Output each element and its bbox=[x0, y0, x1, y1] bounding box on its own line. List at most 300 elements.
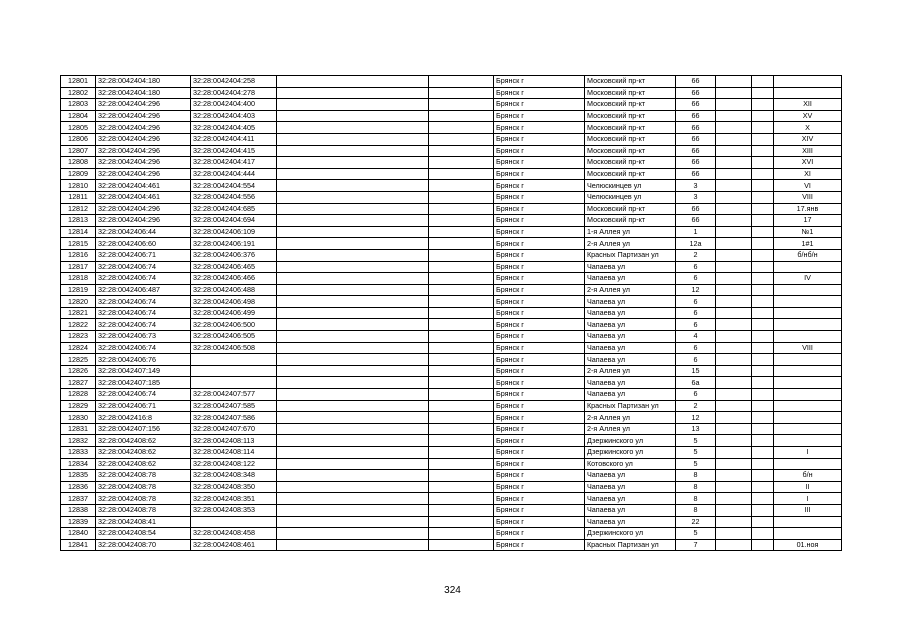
cell-city: Брянск г bbox=[494, 273, 585, 285]
cell-empty bbox=[752, 145, 774, 157]
cell-house: 66 bbox=[676, 122, 716, 134]
cell-street: Московский пр-кт bbox=[585, 110, 676, 122]
cell-empty bbox=[716, 133, 752, 145]
cell-premises: VIII bbox=[774, 191, 842, 203]
cell-empty bbox=[429, 296, 494, 308]
cell-cadastral-parent: 32:28:0042404:296 bbox=[96, 122, 191, 134]
table-row bbox=[61, 249, 842, 261]
cell-street: Дзержинского ул bbox=[585, 528, 676, 540]
table-body bbox=[61, 76, 842, 551]
cell-empty bbox=[429, 191, 494, 203]
cell-house: 8 bbox=[676, 504, 716, 516]
table-row bbox=[61, 307, 842, 319]
cell-street: Красных Партизан ул bbox=[585, 539, 676, 551]
cell-cadastral-parent: 32:28:0042408:62 bbox=[96, 447, 191, 459]
cell-cadastral-parent: 32:28:0042406:60 bbox=[96, 238, 191, 250]
cell-empty bbox=[752, 493, 774, 505]
cell-house: 66 bbox=[676, 87, 716, 99]
cell-premises bbox=[774, 400, 842, 412]
cell-number: 12841 bbox=[61, 539, 96, 551]
cell-empty bbox=[716, 261, 752, 273]
cell-house: 15 bbox=[676, 365, 716, 377]
table-row bbox=[61, 389, 842, 401]
cell-empty bbox=[716, 226, 752, 238]
cell-city: Брянск г bbox=[494, 249, 585, 261]
cell-empty bbox=[429, 203, 494, 215]
cell-city: Брянск г bbox=[494, 133, 585, 145]
cell-empty bbox=[429, 99, 494, 111]
cell-house: 3 bbox=[676, 191, 716, 203]
cell-empty bbox=[716, 168, 752, 180]
cell-cadastral-parent: 32:28:0042406:71 bbox=[96, 400, 191, 412]
cell-street: Чапаева ул bbox=[585, 307, 676, 319]
cell-house: 66 bbox=[676, 157, 716, 169]
cell-premises: XV bbox=[774, 110, 842, 122]
cell-house: 12 bbox=[676, 412, 716, 424]
cell-empty bbox=[716, 342, 752, 354]
cell-cadastral-parent: 32:28:0042406:71 bbox=[96, 249, 191, 261]
cell-house: 66 bbox=[676, 110, 716, 122]
cell-empty bbox=[429, 226, 494, 238]
cell-number: 12839 bbox=[61, 516, 96, 528]
cell-number: 12820 bbox=[61, 296, 96, 308]
cell-empty bbox=[429, 157, 494, 169]
cell-empty bbox=[752, 226, 774, 238]
cell-premises bbox=[774, 331, 842, 343]
table-row bbox=[61, 377, 842, 389]
cell-empty bbox=[429, 249, 494, 261]
cell-cadastral-number: 32:28:0042406:499 bbox=[191, 307, 277, 319]
cell-cadastral-parent: 32:28:0042407:149 bbox=[96, 365, 191, 377]
cell-empty bbox=[429, 539, 494, 551]
cell-empty bbox=[716, 110, 752, 122]
cell-empty bbox=[716, 76, 752, 88]
cell-number: 12833 bbox=[61, 447, 96, 459]
cell-cadastral-parent: 32:28:0042406:73 bbox=[96, 331, 191, 343]
cell-premises bbox=[774, 284, 842, 296]
cell-empty bbox=[716, 215, 752, 227]
table-row bbox=[61, 191, 842, 203]
cell-empty bbox=[429, 122, 494, 134]
cell-city: Брянск г bbox=[494, 481, 585, 493]
cell-number: 12829 bbox=[61, 400, 96, 412]
cell-number: 12808 bbox=[61, 157, 96, 169]
cell-empty bbox=[752, 412, 774, 424]
cell-empty bbox=[277, 365, 429, 377]
cell-cadastral-number: 32:28:0042408:458 bbox=[191, 528, 277, 540]
cell-premises bbox=[774, 261, 842, 273]
cell-street: Московский пр-кт bbox=[585, 99, 676, 111]
cell-empty bbox=[716, 470, 752, 482]
cell-empty bbox=[716, 99, 752, 111]
cell-empty bbox=[277, 539, 429, 551]
cell-empty bbox=[429, 412, 494, 424]
cell-cadastral-parent: 32:28:0042406:74 bbox=[96, 296, 191, 308]
cell-number: 12821 bbox=[61, 307, 96, 319]
cell-number: 12809 bbox=[61, 168, 96, 180]
cell-cadastral-number: 32:28:0042408:461 bbox=[191, 539, 277, 551]
cell-empty bbox=[752, 76, 774, 88]
cell-number: 12831 bbox=[61, 423, 96, 435]
cell-empty bbox=[752, 191, 774, 203]
table-row bbox=[61, 110, 842, 122]
cell-empty bbox=[716, 400, 752, 412]
cell-number: 12830 bbox=[61, 412, 96, 424]
cell-empty bbox=[277, 423, 429, 435]
cell-empty bbox=[277, 76, 429, 88]
cell-house: 66 bbox=[676, 133, 716, 145]
cell-house: 6 bbox=[676, 261, 716, 273]
cell-empty bbox=[752, 99, 774, 111]
cell-empty bbox=[277, 504, 429, 516]
cell-empty bbox=[277, 354, 429, 366]
cell-cadastral-parent: 32:28:0042404:296 bbox=[96, 145, 191, 157]
cell-number: 12801 bbox=[61, 76, 96, 88]
cell-cadastral-number: 32:28:0042406:109 bbox=[191, 226, 277, 238]
cell-cadastral-number: 32:28:0042406:505 bbox=[191, 331, 277, 343]
cell-premises: III bbox=[774, 504, 842, 516]
cell-empty bbox=[716, 87, 752, 99]
cell-empty bbox=[277, 99, 429, 111]
cell-city: Брянск г bbox=[494, 504, 585, 516]
cell-cadastral-number: 32:28:0042407:585 bbox=[191, 400, 277, 412]
cell-city: Брянск г bbox=[494, 226, 585, 238]
cell-number: 12804 bbox=[61, 110, 96, 122]
cell-city: Брянск г bbox=[494, 76, 585, 88]
cell-house: 8 bbox=[676, 470, 716, 482]
cell-cadastral-number bbox=[191, 365, 277, 377]
cell-empty bbox=[429, 180, 494, 192]
cell-cadastral-parent: 32:28:0042404:180 bbox=[96, 87, 191, 99]
cell-street: 2-я Аллея ул bbox=[585, 284, 676, 296]
cell-street: Чапаева ул bbox=[585, 261, 676, 273]
cell-empty bbox=[277, 238, 429, 250]
cell-empty bbox=[716, 307, 752, 319]
cell-city: Брянск г bbox=[494, 87, 585, 99]
cell-cadastral-parent: 32:28:0042407:156 bbox=[96, 423, 191, 435]
cell-cadastral-number: 32:28:0042408:350 bbox=[191, 481, 277, 493]
cell-street: Дзержинского ул bbox=[585, 447, 676, 459]
cell-empty bbox=[716, 284, 752, 296]
cell-street: Московский пр-кт bbox=[585, 87, 676, 99]
cell-house: 6 bbox=[676, 389, 716, 401]
cell-empty bbox=[277, 447, 429, 459]
cell-empty bbox=[752, 296, 774, 308]
cell-street: Московский пр-кт bbox=[585, 122, 676, 134]
cell-empty bbox=[429, 261, 494, 273]
cell-street: 2-я Аллея ул bbox=[585, 423, 676, 435]
cell-house: 66 bbox=[676, 203, 716, 215]
cell-number: 12837 bbox=[61, 493, 96, 505]
cell-empty bbox=[277, 342, 429, 354]
cell-city: Брянск г bbox=[494, 110, 585, 122]
table-row bbox=[61, 133, 842, 145]
cell-empty bbox=[716, 331, 752, 343]
cell-premises: 01.ноя bbox=[774, 539, 842, 551]
cell-empty bbox=[429, 516, 494, 528]
cell-cadastral-parent: 32:28:0042404:296 bbox=[96, 203, 191, 215]
cell-empty bbox=[716, 447, 752, 459]
cell-empty bbox=[752, 203, 774, 215]
table-row bbox=[61, 435, 842, 447]
cell-house: 6 bbox=[676, 342, 716, 354]
cell-street: Московский пр-кт bbox=[585, 203, 676, 215]
table-row bbox=[61, 423, 842, 435]
cell-street: Московский пр-кт bbox=[585, 133, 676, 145]
cell-premises bbox=[774, 458, 842, 470]
table-row bbox=[61, 493, 842, 505]
cell-empty bbox=[429, 470, 494, 482]
cell-number: 12811 bbox=[61, 191, 96, 203]
cell-street: Чапаева ул bbox=[585, 342, 676, 354]
cell-empty bbox=[752, 481, 774, 493]
cell-empty bbox=[277, 180, 429, 192]
cell-empty bbox=[429, 435, 494, 447]
cell-street: Чапаева ул bbox=[585, 331, 676, 343]
cell-empty bbox=[752, 470, 774, 482]
cell-premises: XIV bbox=[774, 133, 842, 145]
cell-cadastral-number bbox=[191, 354, 277, 366]
cell-empty bbox=[429, 423, 494, 435]
cell-number: 12815 bbox=[61, 238, 96, 250]
cell-premises: 17 bbox=[774, 215, 842, 227]
cell-empty bbox=[277, 215, 429, 227]
cell-premises: XII bbox=[774, 99, 842, 111]
cell-empty bbox=[277, 203, 429, 215]
cell-city: Брянск г bbox=[494, 261, 585, 273]
cell-cadastral-number: 32:28:0042404:415 bbox=[191, 145, 277, 157]
page-number: 324 bbox=[444, 585, 461, 596]
cell-empty bbox=[752, 87, 774, 99]
cell-city: Брянск г bbox=[494, 215, 585, 227]
cell-cadastral-parent: 32:28:0042408:78 bbox=[96, 470, 191, 482]
cell-street: Чапаева ул bbox=[585, 516, 676, 528]
cell-empty bbox=[277, 157, 429, 169]
cell-cadastral-number: 32:28:0042408:122 bbox=[191, 458, 277, 470]
cell-cadastral-parent: 32:28:0042404:296 bbox=[96, 215, 191, 227]
cell-house: 7 bbox=[676, 539, 716, 551]
cell-premises bbox=[774, 528, 842, 540]
cell-house: 66 bbox=[676, 76, 716, 88]
cell-street: Чапаева ул bbox=[585, 319, 676, 331]
cell-premises bbox=[774, 516, 842, 528]
cell-premises bbox=[774, 296, 842, 308]
cell-house: 5 bbox=[676, 447, 716, 459]
cell-empty bbox=[716, 539, 752, 551]
cell-empty bbox=[716, 516, 752, 528]
cell-city: Брянск г bbox=[494, 539, 585, 551]
cell-empty bbox=[277, 458, 429, 470]
cell-number: 12810 bbox=[61, 180, 96, 192]
cell-premises: XVI bbox=[774, 157, 842, 169]
cell-empty bbox=[277, 470, 429, 482]
cell-city: Брянск г bbox=[494, 157, 585, 169]
cell-empty bbox=[277, 261, 429, 273]
cell-empty bbox=[716, 365, 752, 377]
cell-street: Чапаева ул bbox=[585, 354, 676, 366]
cell-empty bbox=[277, 307, 429, 319]
table-row bbox=[61, 76, 842, 88]
cell-cadastral-parent: 32:28:0042407:185 bbox=[96, 377, 191, 389]
cell-street: 2-я Аллея ул bbox=[585, 365, 676, 377]
cell-premises: б/н bbox=[774, 470, 842, 482]
cell-cadastral-number: 32:28:0042407:577 bbox=[191, 389, 277, 401]
cell-empty bbox=[277, 528, 429, 540]
cell-empty bbox=[277, 226, 429, 238]
cell-empty bbox=[752, 133, 774, 145]
cell-cadastral-parent: 32:28:0042406:74 bbox=[96, 273, 191, 285]
cell-house: 8 bbox=[676, 481, 716, 493]
cell-premises bbox=[774, 365, 842, 377]
cell-empty bbox=[429, 400, 494, 412]
cell-cadastral-number: 32:28:0042408:351 bbox=[191, 493, 277, 505]
cell-empty bbox=[752, 180, 774, 192]
cell-cadastral-number: 32:28:0042404:694 bbox=[191, 215, 277, 227]
cell-empty bbox=[716, 389, 752, 401]
cell-city: Брянск г bbox=[494, 423, 585, 435]
cell-empty bbox=[716, 145, 752, 157]
cell-cadastral-parent: 32:28:0042408:54 bbox=[96, 528, 191, 540]
cell-street: Чапаева ул bbox=[585, 273, 676, 285]
cell-empty bbox=[429, 331, 494, 343]
cell-cadastral-number: 32:28:0042404:258 bbox=[191, 76, 277, 88]
table-row bbox=[61, 516, 842, 528]
cell-cadastral-number: 32:28:0042408:114 bbox=[191, 447, 277, 459]
cell-empty bbox=[752, 273, 774, 285]
cell-street: Московский пр-кт bbox=[585, 157, 676, 169]
cell-empty bbox=[752, 110, 774, 122]
cell-city: Брянск г bbox=[494, 528, 585, 540]
cell-street: Чапаева ул bbox=[585, 493, 676, 505]
cell-city: Брянск г bbox=[494, 307, 585, 319]
table-row bbox=[61, 331, 842, 343]
cell-cadastral-parent: 32:28:0042406:74 bbox=[96, 319, 191, 331]
cell-cadastral-number: 32:28:0042406:488 bbox=[191, 284, 277, 296]
table-row bbox=[61, 203, 842, 215]
table-row bbox=[61, 504, 842, 516]
cell-street: 1-я Аллея ул bbox=[585, 226, 676, 238]
cell-premises bbox=[774, 423, 842, 435]
cell-empty bbox=[716, 249, 752, 261]
cell-cadastral-parent: 32:28:0042404:296 bbox=[96, 157, 191, 169]
cell-premises bbox=[774, 307, 842, 319]
table-row bbox=[61, 145, 842, 157]
cell-empty bbox=[716, 377, 752, 389]
cell-premises: I bbox=[774, 493, 842, 505]
cell-number: 12817 bbox=[61, 261, 96, 273]
cell-cadastral-number: 32:28:0042404:444 bbox=[191, 168, 277, 180]
cell-cadastral-parent: 32:28:0042406:74 bbox=[96, 389, 191, 401]
cell-number: 12836 bbox=[61, 481, 96, 493]
cell-empty bbox=[429, 377, 494, 389]
cell-empty bbox=[429, 342, 494, 354]
cell-city: Брянск г bbox=[494, 493, 585, 505]
cell-empty bbox=[429, 528, 494, 540]
cell-city: Брянск г bbox=[494, 516, 585, 528]
cell-empty bbox=[752, 168, 774, 180]
cell-empty bbox=[277, 400, 429, 412]
cell-cadastral-number: 32:28:0042404:685 bbox=[191, 203, 277, 215]
cell-premises: VIII bbox=[774, 342, 842, 354]
cell-empty bbox=[277, 133, 429, 145]
registry-table bbox=[60, 75, 842, 551]
cell-empty bbox=[752, 331, 774, 343]
cell-empty bbox=[429, 215, 494, 227]
cell-street: Красных Партизан ул bbox=[585, 249, 676, 261]
cell-empty bbox=[752, 447, 774, 459]
cell-cadastral-parent: 32:28:0042406:74 bbox=[96, 261, 191, 273]
cell-number: 12827 bbox=[61, 377, 96, 389]
table-row bbox=[61, 470, 842, 482]
cell-cadastral-number: 32:28:0042404:278 bbox=[191, 87, 277, 99]
cell-premises bbox=[774, 435, 842, 447]
cell-empty bbox=[429, 481, 494, 493]
cell-cadastral-parent: 32:28:0042404:296 bbox=[96, 99, 191, 111]
cell-house: 66 bbox=[676, 215, 716, 227]
cell-empty bbox=[752, 400, 774, 412]
cell-street: Чапаева ул bbox=[585, 389, 676, 401]
cell-cadastral-number bbox=[191, 377, 277, 389]
cell-cadastral-parent: 32:28:0042406:74 bbox=[96, 342, 191, 354]
cell-empty bbox=[716, 435, 752, 447]
cell-premises: 17.янв bbox=[774, 203, 842, 215]
cell-empty bbox=[752, 458, 774, 470]
cell-empty bbox=[752, 516, 774, 528]
cell-empty bbox=[277, 273, 429, 285]
cell-city: Брянск г bbox=[494, 377, 585, 389]
cell-empty bbox=[752, 423, 774, 435]
cell-house: 6 bbox=[676, 296, 716, 308]
cell-cadastral-number: 32:28:0042407:670 bbox=[191, 423, 277, 435]
table-row bbox=[61, 528, 842, 540]
cell-house: 66 bbox=[676, 99, 716, 111]
cell-empty bbox=[277, 412, 429, 424]
cell-city: Брянск г bbox=[494, 296, 585, 308]
cell-empty bbox=[429, 168, 494, 180]
cell-number: 12835 bbox=[61, 470, 96, 482]
cell-premises: X bbox=[774, 122, 842, 134]
cell-cadastral-parent: 32:28:0042408:41 bbox=[96, 516, 191, 528]
cell-street: Чапаева ул bbox=[585, 504, 676, 516]
cell-house: 1 bbox=[676, 226, 716, 238]
cell-empty bbox=[429, 307, 494, 319]
cell-city: Брянск г bbox=[494, 180, 585, 192]
cell-city: Брянск г bbox=[494, 470, 585, 482]
cell-empty bbox=[716, 319, 752, 331]
table-row bbox=[61, 157, 842, 169]
cell-cadastral-parent: 32:28:0042408:78 bbox=[96, 493, 191, 505]
cell-empty bbox=[277, 389, 429, 401]
cell-empty bbox=[429, 273, 494, 285]
cell-cadastral-number: 32:28:0042408:353 bbox=[191, 504, 277, 516]
cell-number: 12823 bbox=[61, 331, 96, 343]
cell-premises: 1#1 bbox=[774, 238, 842, 250]
cell-street: 2-я Аллея ул bbox=[585, 238, 676, 250]
cell-cadastral-number: 32:28:0042407:586 bbox=[191, 412, 277, 424]
cell-premises bbox=[774, 354, 842, 366]
cell-empty bbox=[429, 87, 494, 99]
cell-cadastral-parent: 32:28:0042408:78 bbox=[96, 481, 191, 493]
cell-number: 12840 bbox=[61, 528, 96, 540]
cell-house: 66 bbox=[676, 145, 716, 157]
cell-number: 12834 bbox=[61, 458, 96, 470]
cell-cadastral-parent: 32:28:0042406:76 bbox=[96, 354, 191, 366]
cell-empty bbox=[429, 284, 494, 296]
cell-house: 66 bbox=[676, 168, 716, 180]
cell-premises bbox=[774, 76, 842, 88]
table-row bbox=[61, 180, 842, 192]
cell-city: Брянск г bbox=[494, 145, 585, 157]
